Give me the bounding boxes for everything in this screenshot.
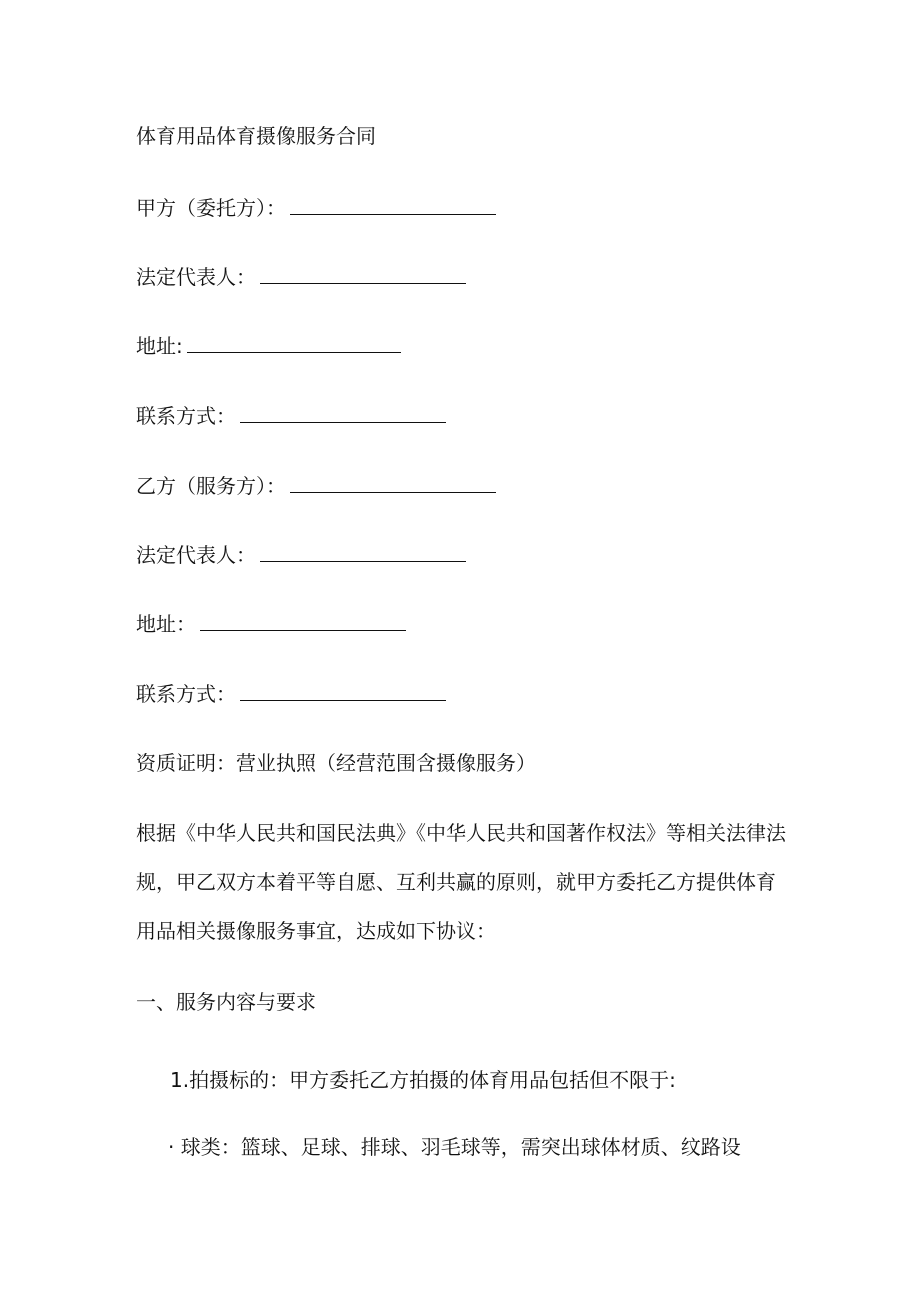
party-a-heading: 甲方（委托方）： [136,192,496,224]
party-b-name-blank[interactable] [290,472,496,493]
party-b-heading: 乙方（服务方）： [136,470,496,502]
party-a-name-blank[interactable] [290,194,496,215]
party-a-address-blank[interactable] [187,332,401,353]
party-b-contact-line: 联系方式： [136,678,446,710]
party-a-address-line: 地址: [136,330,401,362]
qualification-line: 资质证明：营业执照（经营范围含摄像服务） [136,751,536,775]
party-b-address-blank[interactable] [200,610,406,631]
contract-title: 体育用品体育摄像服务合同 [136,124,376,148]
party-b-rep-line: 法定代表人： [136,539,466,571]
party-a-contact-line: 联系方式： [136,400,446,432]
section-1-heading: 一、服务内容与要求 [136,990,316,1014]
party-a-rep-blank[interactable] [260,263,466,284]
party-a-contact-blank[interactable] [240,402,446,423]
section-1-item-1: 1.拍摄标的：甲方委托乙方拍摄的体育用品包括但不限于: [170,1068,676,1092]
preamble-paragraph: 根据《中华人民共和国民法典》《中华人民共和国著作权法》等相关法律法规，甲乙双方本着平等自愿、互利共赢的原则，就甲方委托乙方提供体育用品相关摄像服务事宜，达成如下协议： [136,821,786,943]
party-b-address-line: 地址： [136,608,406,640]
section-1-bullet-1: · 球类：篮球、足球、排球、羽毛球等，需突出球体材质、纹路设 [168,1135,741,1159]
party-b-rep-blank[interactable] [260,541,466,562]
party-a-rep-line: 法定代表人： [136,261,466,293]
party-b-contact-blank[interactable] [240,680,446,701]
